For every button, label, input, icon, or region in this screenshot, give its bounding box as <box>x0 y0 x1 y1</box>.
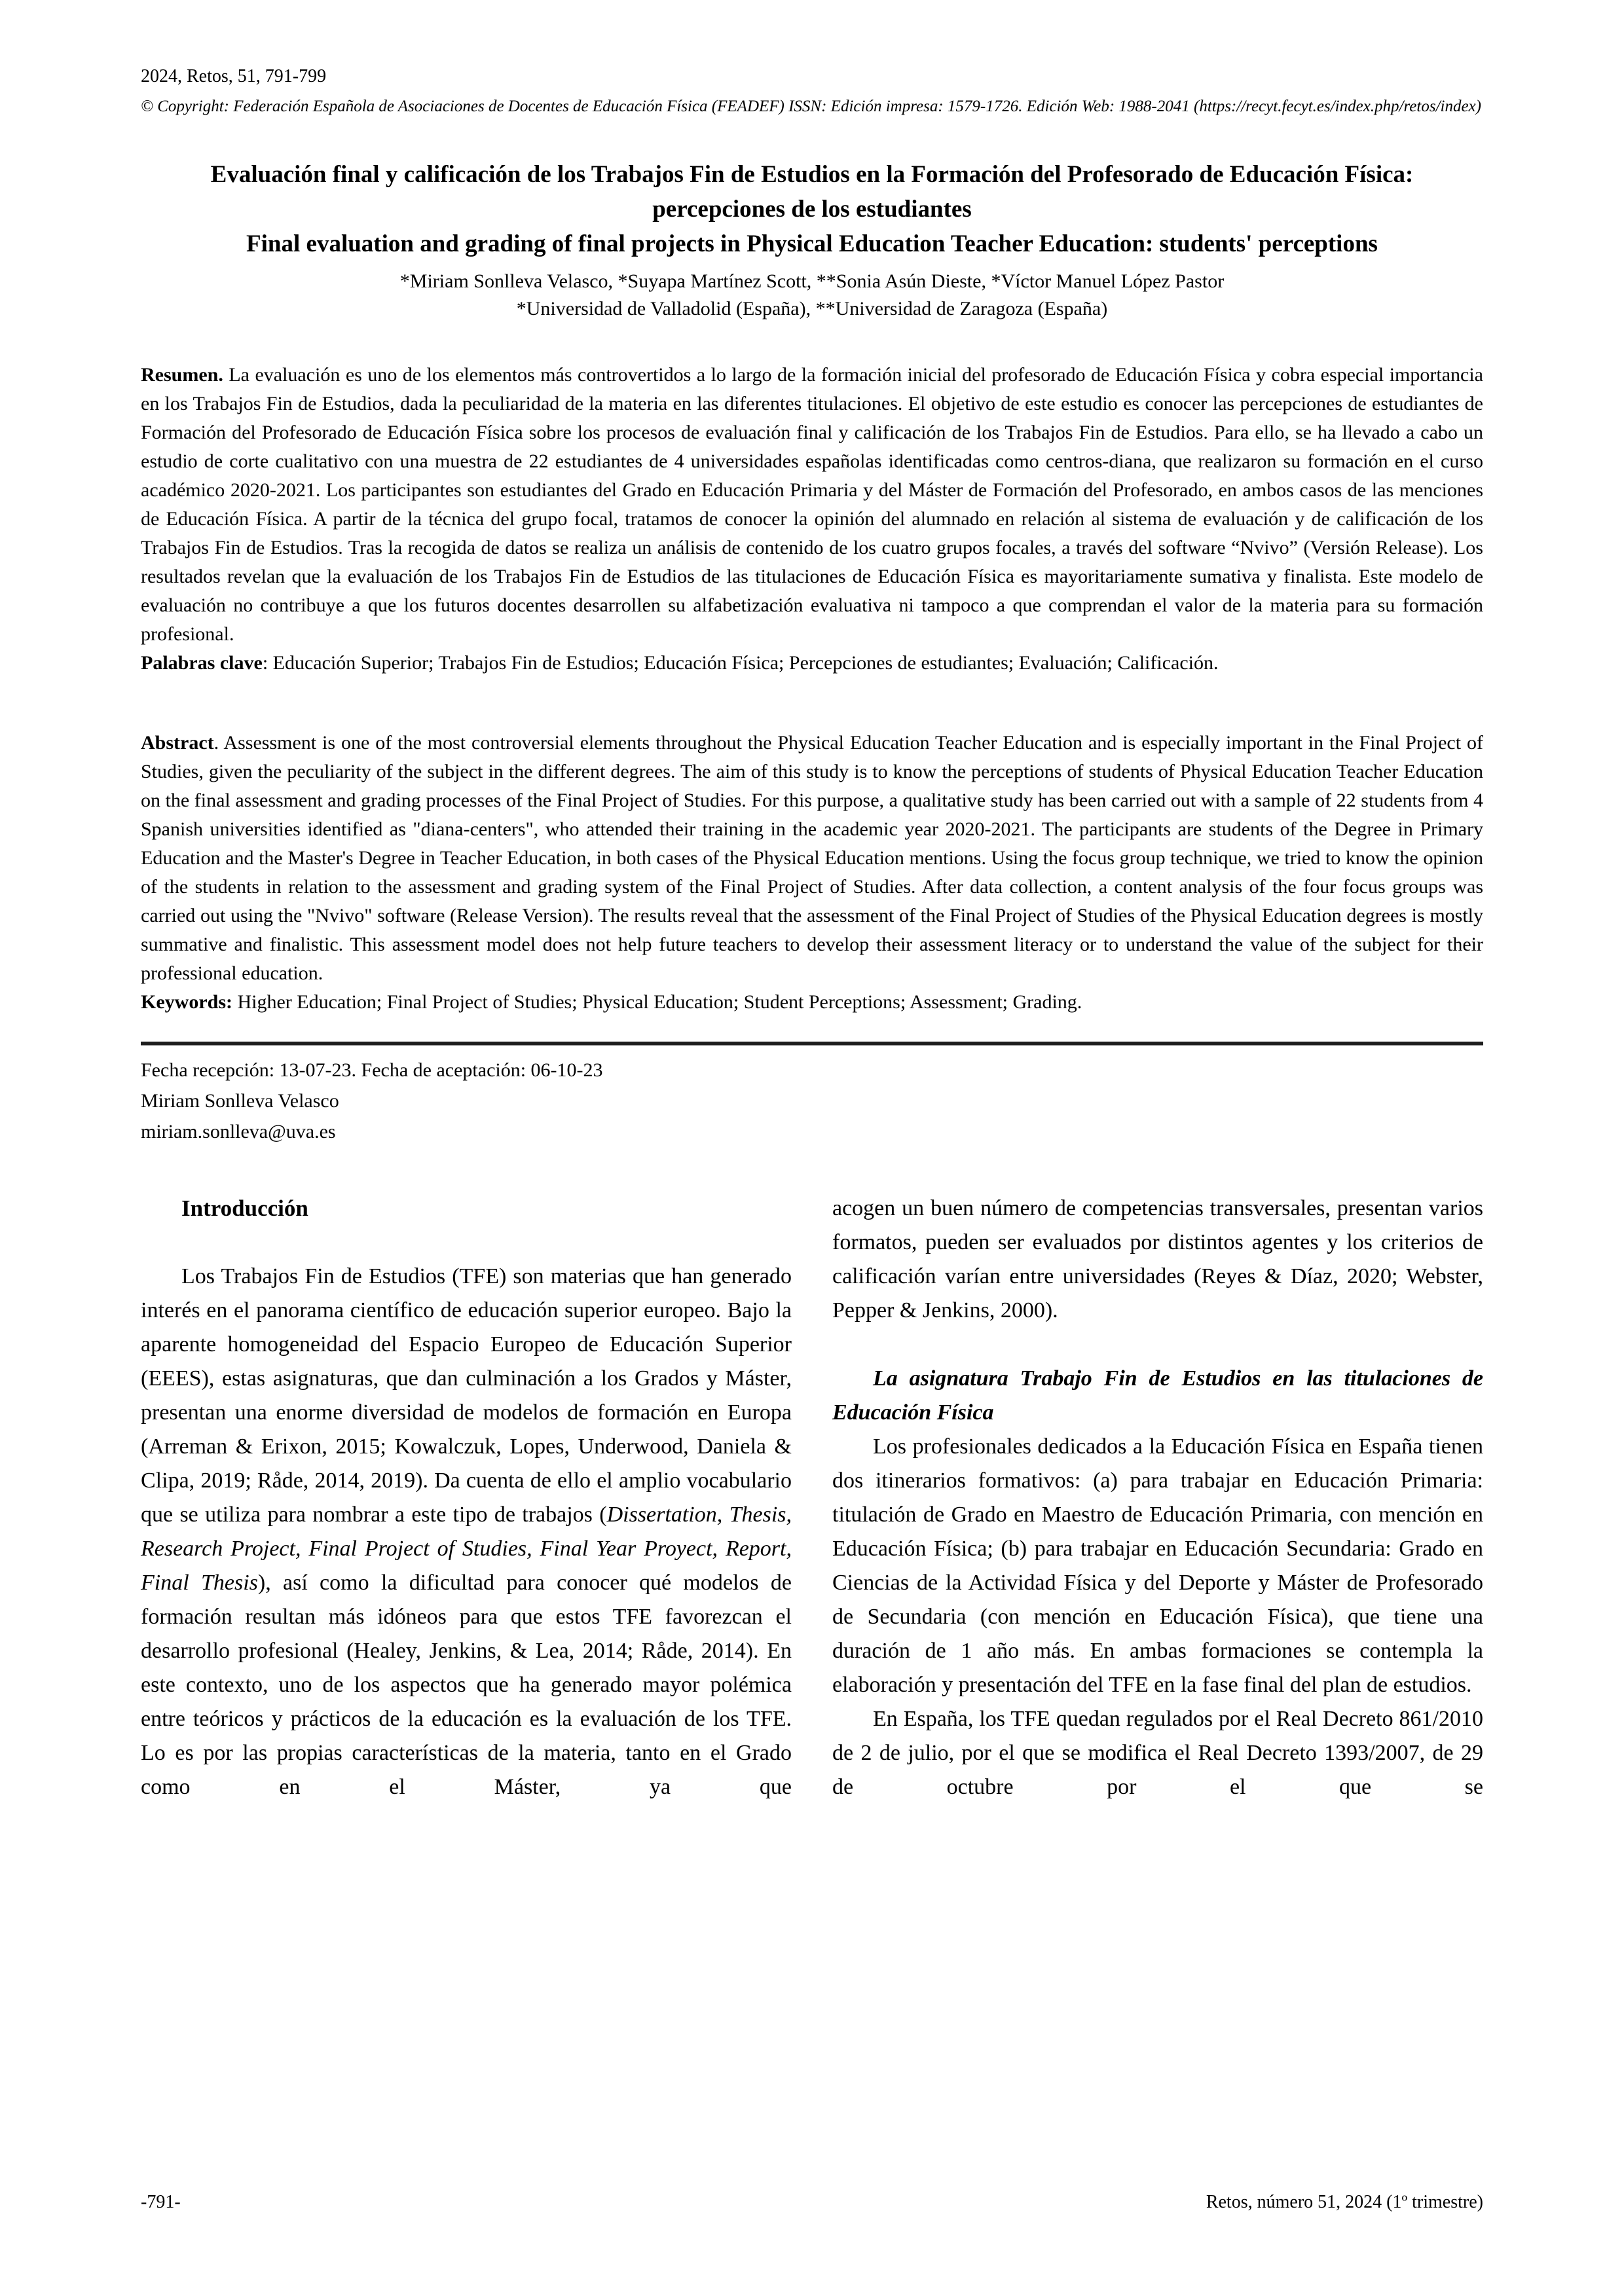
affiliations-line: *Universidad de Valladolid (España), **Universidad de Zaragoza (España) <box>516 298 1108 319</box>
intro-paragraph-part2: ), así como la dificultad para conocer qué modelos de formación resultan más idóneos para que estos TFE favorezcan el desarrollo profesional (Healey, Jenkins, & Lea, 2014; Råde, 2014). En este contexto, uno de los aspectos que ha generado mayor polémica entre teóricos y prácticos de la educación es la evaluación de los TFE. Lo es por las propias características de la materia, tanto en el Grado como en el Máster, ya que <box>141 1571 792 1799</box>
palabras-clave-label: Palabras clave <box>141 652 263 674</box>
corresponding-author-email: miriam.sonlleva@uva.es <box>141 1121 336 1142</box>
intro-heading: Introducción <box>181 1195 308 1221</box>
article-title-spanish: Evaluación final y calificación de los Trabajos Fin de Estudios en la Formación del Profesorado de Educación Física: percepciones de los estudiantes <box>210 161 1414 223</box>
resumen-block <box>141 361 1483 678</box>
right-column <box>832 1192 1483 1804</box>
abstract-text: . Assessment is one of the most controversial elements throughout the Physical Education Teacher Education and is especially important in the Final Project of Studies, given the peculiarity of the subject in the different degrees. The aim of this study is to know the perceptions of students of Physical Education Teacher Education on the final assessment and grading processes of the Final Project of Studies. For this purpose, a qualitative study has been carried out with a sample of 22 students from 4 Spanish universities identified as "diana-centers", who attended their training in the academic year 2020-2021. The participants are students of the Degree in Primary Education and the Master's Degree in Teacher Education, in both cases of the Physical Education mentions. Using the focus group technique, we tried to know the opinion of the students in relation to the assessment and grading system of the Final Project of Studies. After data collection, a content analysis of the four focus groups was carried out using the "Nvivo" software (Release Version). The results reveal that the assessment of the Final Project of Studies of the Physical Education degrees is mostly summative and finalistic. This assessment model does not help future teachers to develop their assessment literacy or to understand the value of the subject for their professional education. <box>141 732 1483 984</box>
footnote-separator-rule <box>141 1042 1483 1046</box>
reception-block <box>141 1055 1483 1147</box>
abstract-block <box>141 729 1483 1017</box>
left-column <box>141 1192 792 1804</box>
resumen-label: Resumen. <box>141 364 223 386</box>
page-footer <box>141 2192 1483 2213</box>
abstract-label: Abstract <box>141 732 214 754</box>
itineraries-paragraph: Los profesionales dedicados a la Educación Física en España tienen dos itinerarios formativos: (a) para trabajar en Educación Primaria: titulación de Grado en Maestro de Educación Primaria, con mención en Educación Física; (b) para trabajar en Educación Secundaria: Grado en Ciencias de la Actividad Física y del Deporte y Máster de Profesorado de Secundaria (con mención en Educación Física), que tiene una duración de 1 año más. En ambas formaciones se contempla la elaboración y presentación del TFE en la fase final del plan de estudios. <box>832 1434 1483 1697</box>
keywords-label: Keywords: <box>141 991 232 1013</box>
continuation-paragraph: acogen un buen número de competencias transversales, presentan varios formatos, pueden ser evaluados por distintos agentes y los criterios de calificación varían entre universidades (Reyes & Díaz, 2020; Webster, Pepper & Jenkins, 2000). <box>832 1196 1483 1322</box>
copyright-line: © Copyright: Federación Española de Asociaciones de Docentes de Educación Física (FEADEF) ISSN: Edición impresa: 1579-1726. Edición Web: 1988-2041 (https://recyt.fecyt.es/index.php/retos/index) <box>141 98 1481 115</box>
palabras-clave-text: : Educación Superior; Trabajos Fin de Estudios; Educación Física; Percepciones de estudiantes; Evaluación; Calificación. <box>262 652 1219 674</box>
keywords-paragraph <box>141 988 1483 1017</box>
title-block <box>141 157 1483 323</box>
subsection-heading: La asignatura Trabajo Fin de Estudios en las titulaciones de Educación Física <box>832 1366 1483 1425</box>
intro-paragraph-part1: Los Trabajos Fin de Estudios (TFE) son materias que han generado interés en el panorama científico de educación superior europeo. Bajo la aparente homogeneidad del Espacio Europeo de Educación Superior (EEES), estas asignaturas, que dan culminación a los Grados y Máster, presentan una enorme diversidad de modelos de formación en Europa (Arreman & Erixon, 2015; Kowalczuk, Lopes, Underwood, Daniela & Clipa, 2019; Råde, 2014, 2019). Da cuenta de ello el amplio vocabulario que se utiliza para nombrar a este tipo de trabajos ( <box>141 1264 792 1527</box>
footer-journal-info: Retos, número 51, 2024 (1º trimestre) <box>1206 2192 1483 2212</box>
authors-line: *Miriam Sonlleva Velasco, *Suyapa Martínez Scott, **Sonia Asún Dieste, *Víctor Manuel López Pastor <box>399 270 1225 292</box>
resumen-paragraph <box>141 361 1483 649</box>
intro-paragraph-italic-terms: Dissertation, Thesis, Research Project, Final Project of Studies, Final Year Proyect, Report, Final Thesis <box>141 1503 792 1595</box>
corresponding-author-name: Miriam Sonlleva Velasco <box>141 1090 339 1112</box>
palabras-clave-paragraph <box>141 649 1483 678</box>
decree-paragraph: En España, los TFE quedan regulados por el Real Decreto 861/2010 de 2 de julio, por el que se modifica el Real Decreto 1393/2007, de 29 de octubre por el que se <box>832 1707 1483 1799</box>
resumen-text: La evaluación es uno de los elementos más controvertidos a lo largo de la formación inicial del profesorado de Educación Física y cobra especial importancia en los Trabajos Fin de Estudios, dada la peculiaridad de la materia en las diferentes titulaciones. El objetivo de este estudio es conocer las percepciones de estudiantes de Formación del Profesorado de Educación Física sobre los procesos de evaluación final y calificación de los Trabajos Fin de Estudios. Para ello, se ha llevado a cabo un estudio de corte cualitativo con una muestra de 22 estudiantes de 4 universidades españolas identificadas como centros-diana, que realizaron su formación en el curso académico 2020-2021. Los participantes son estudiantes del Grado en Educación Primaria y del Máster de Formación del Profesorado, en ambos casos de las menciones de Educación Física. A partir de la técnica del grupo focal, tratamos de conocer la opinión del alumnado en relación al sistema de evaluación y de calificación de los Trabajos Fin de Estudios. Tras la recogida de datos se realiza un análisis de contenido de los cuatro grupos focales, a través del software “Nvivo” (Versión Release). Los resultados revelan que la evaluación de los Trabajos Fin de Estudios de las titulaciones de Educación Física es mayoritariamente sumativa y finalista. Este modelo de evaluación no contribuye a que los futuros docentes desarrollen su alfabetización evaluativa ni tampoco a que comprendan el valor de la materia para su formación profesional. <box>141 364 1483 645</box>
reception-dates: Fecha recepción: 13-07-23. Fecha de aceptación: 06-10-23 <box>141 1059 603 1081</box>
keywords-text: Higher Education; Final Project of Studies; Physical Education; Student Perceptions; Assessment; Grading. <box>232 991 1082 1013</box>
two-column-body <box>141 1192 1483 1804</box>
article-title-english: Final evaluation and grading of final projects in Physical Education Teacher Education: students' perceptions <box>246 230 1378 257</box>
footer-page-number: -791- <box>141 2192 181 2212</box>
abstract-paragraph <box>141 729 1483 988</box>
intro-paragraph <box>141 1260 792 1804</box>
journal-citation: 2024, Retos, 51, 791-799 <box>141 66 327 86</box>
